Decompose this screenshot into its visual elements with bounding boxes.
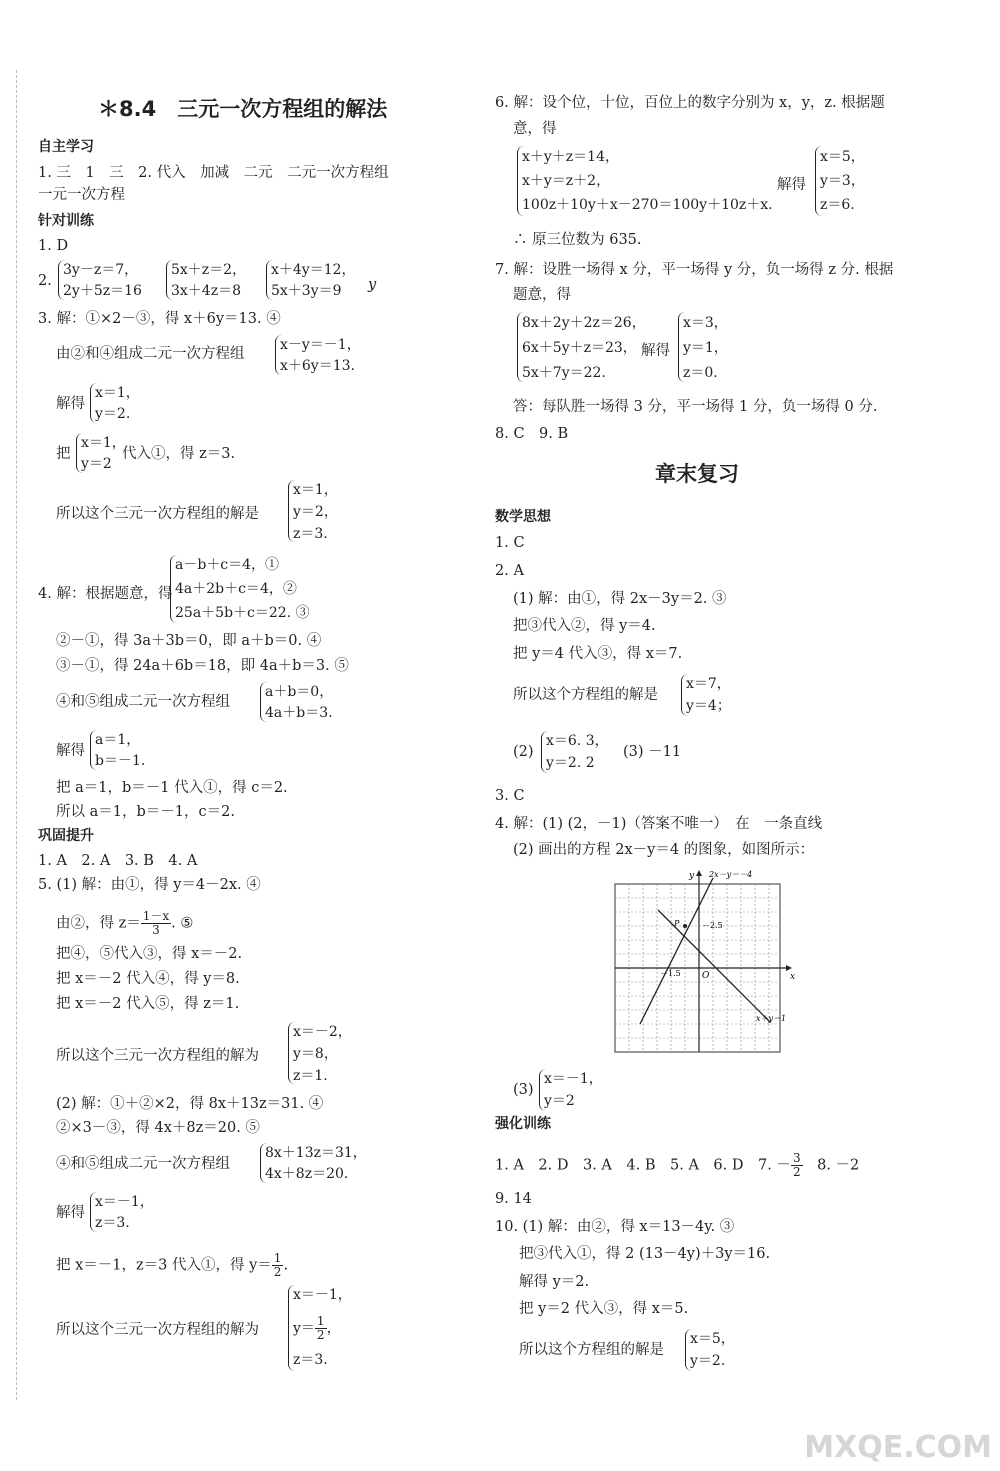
text-line: 把③代入①，得 2 (13－4y)＋3y＝16.: [519, 1246, 771, 1262]
equation-system: a＝1， b＝－1.: [90, 730, 171, 770]
equation-system: x＝－1， y＝ $\frac{1}{2}$ ， z＝3.: [288, 1285, 369, 1371]
text-line: ③－①，得 24a＋6b＝18，即 4a＋b＝3. ⑤: [56, 658, 349, 674]
text-line: (2) 画出的方程 2x－y＝4 的图象，如图所示：: [513, 842, 815, 858]
text-line: 1. A 2. D 3. A 4. B 5. A 6. D 7. － $\frac{3}{2}$ 8. －2: [495, 1151, 860, 1179]
text-line: 所以 a＝1，b＝－1，c＝2.: [56, 804, 235, 820]
text-line: (3) －11: [623, 744, 682, 760]
equation-system: x＝6. 3， y＝2. 2: [541, 731, 612, 773]
equation-system: x＝5， y＝2.: [685, 1329, 756, 1371]
graph-figure: [610, 866, 800, 1056]
graph-label: x＋y＝1: [756, 1014, 787, 1023]
line-2x-y: [640, 878, 713, 1024]
text-line: 代入①，得 z＝3.: [122, 446, 236, 462]
text-line: 把③代入②，得 y＝4.: [513, 618, 656, 634]
text-line: ∴ 原三位数为 635.: [513, 232, 642, 248]
x-axis-arrow-icon: [786, 965, 792, 971]
text-line: 2.: [38, 273, 52, 289]
text-line: 由②和④组成二元一次方程组: [56, 346, 245, 362]
y-axis-arrow-icon: [696, 870, 702, 876]
equation-system: x＝7， y＝4；: [681, 674, 752, 716]
text-line: (2) 解：①＋②×2，得 8x＋13z＝31. ④: [56, 1096, 324, 1112]
text-line: 5. (1) 解：由①，得 y＝4－2x. ④: [38, 877, 261, 893]
equation-system: 5x＋z＝2， 3x＋4z＝8: [166, 260, 267, 300]
equation-system: x－y＝－1， x＋6y＝13.: [275, 335, 386, 375]
text-line: 解得: [56, 396, 85, 412]
column-divider: [16, 70, 17, 1400]
text-line: 把④，⑤代入③，得 x＝－2.: [56, 946, 243, 962]
text-line: 8. C 9. B: [495, 426, 569, 442]
text-line: 7. 解：设胜一场得 x 分，平一场得 y 分，负一场得 z 分. 根据: [495, 262, 894, 278]
text-line: 10. (1) 解：由②，得 x＝13－4y. ③: [495, 1219, 735, 1235]
text-line: 解得: [56, 743, 85, 759]
text-line: ④和⑤组成二元一次方程组: [56, 694, 230, 710]
text-line: 一元一次方程: [38, 187, 125, 203]
graph-label: y: [689, 871, 695, 881]
heading-intensive: 强化训练: [495, 1116, 551, 1132]
text-line: (3): [513, 1082, 534, 1098]
graph-label: 2x－y＝－4: [709, 870, 753, 879]
text-line: 把 x＝－1，z＝3 代入①，得 y＝ $\frac{1}{2}$ .: [56, 1251, 289, 1279]
equation-system: x＝－1， z＝3.: [90, 1192, 171, 1232]
heading-math-thinking: 数学思想: [495, 509, 551, 525]
equation-system: a＋b＝0， 4a＋b＝3.: [260, 682, 351, 722]
equation-system: x＝－2， y＝8， z＝1.: [288, 1022, 369, 1084]
graph-label: －2.5: [702, 921, 723, 930]
text-line: 把: [56, 446, 71, 462]
equation-system: x＝5， y＝3， z＝6.: [815, 146, 876, 216]
text-line: 4. 解：(1) (2，－1)（答案不唯一） 在 一条直线: [495, 816, 823, 832]
text-line: 答：每队胜一场得 3 分，平一场得 1 分，负一场得 0 分.: [513, 399, 878, 415]
text-line: 解得: [777, 177, 806, 193]
text-line: ②－①，得 3a＋3b＝0，即 a＋b＝0. ④: [56, 633, 322, 649]
intersection-point: [683, 924, 687, 928]
equation-system: 3y－z＝7， 2y＋5z＝16: [58, 260, 169, 300]
text-line: y: [368, 277, 377, 293]
text-line: 解得 y＝2.: [519, 1274, 590, 1290]
text-line: 把 x＝－2 代入④，得 y＝8.: [56, 971, 240, 987]
text-line: 所以这个三元一次方程组的解为: [56, 1322, 259, 1338]
equation-system: x＝3， y＝1， z＝0.: [678, 312, 739, 382]
heading-self-study: 自主学习: [38, 139, 94, 155]
equation-system: a－b＋c＝4，① 4a＋2b＋c＝4，② 25a＋5b＋c＝22. ③: [170, 555, 321, 623]
graph-label: x: [790, 972, 796, 982]
text-line: 所以这个三元一次方程组的解为: [56, 1048, 259, 1064]
fraction: $\frac{1-x}{3}$: [142, 909, 170, 937]
text-line: 2. A: [495, 563, 524, 579]
watermark: MXQE.COM: [804, 1430, 992, 1465]
equation-system: x＋4y＝12， 5x＋3y＝9: [266, 260, 367, 300]
heading-practice: 针对训练: [38, 213, 94, 229]
equation-system: 8x＋13z＝31， 4x＋8z＝20.: [260, 1143, 371, 1183]
text-line: 3. C: [495, 788, 525, 804]
fraction: $\frac{1}{2}$: [316, 1314, 325, 1342]
text-line: 1. D: [38, 238, 69, 254]
equation-system: x＝－1， y＝2: [539, 1069, 610, 1111]
text-line: (2): [513, 744, 534, 760]
heading-consolidate: 巩固提升: [38, 828, 94, 844]
text-line: 把 y＝2 代入③，得 x＝5.: [519, 1301, 689, 1317]
section-title: ＊8.4 三元一次方程组的解法: [98, 97, 388, 121]
text-line: 所以这个方程组的解是: [513, 687, 658, 703]
fraction: $\frac{3}{2}$: [792, 1151, 801, 1179]
text-line: 1. A 2. A 3. B 4. A: [38, 853, 198, 869]
fraction: $\frac{1}{2}$: [273, 1251, 282, 1279]
text-line: 3. 解：①×2－③，得 x＋6y＝13. ④: [38, 311, 281, 327]
text-line: 由②，得 z＝ $\frac{1-x}{3}$ . ⑤: [56, 909, 194, 937]
graph-label: P: [674, 919, 680, 928]
equation-system: 8x＋2y＋2z＝26， 6x＋5y＋z＝23， 5x＋7y＝22.: [517, 312, 648, 382]
text-line: 意，得: [513, 121, 557, 137]
text-line: 1. C: [495, 535, 525, 551]
text-line: 把 a＝1，b＝－1 代入①，得 c＝2.: [56, 780, 288, 796]
text-line: 4. 解：根据题意，得: [38, 586, 173, 602]
equation-system: x＋y＋z＝14， x＋y＝z＋2， 100z＋10y＋x－270＝100y＋10z＋x.: [517, 146, 788, 216]
equation-system: x＝1， y＝2: [76, 433, 117, 473]
equation-system: x＝1， y＝2.: [90, 383, 161, 423]
text-line: 1. 三 1 三 2. 代入 加减 二元 二元一次方程组: [38, 165, 389, 181]
graph-label: O: [702, 971, 710, 981]
text-line: 解得: [56, 1205, 85, 1221]
text-line: 把 x＝－2 代入⑤，得 z＝1.: [56, 996, 240, 1012]
text-line: 题意，得: [513, 287, 571, 303]
text-line: 6. 解：设个位，十位，百位上的数字分别为 x，y，z. 根据题: [495, 95, 885, 111]
text-line: ④和⑤组成二元一次方程组: [56, 1156, 230, 1172]
section-title: 章末复习: [655, 462, 739, 486]
text-line: ②×3－③，得 4x＋8z＝20. ⑤: [56, 1120, 260, 1136]
text-line: 所以这个三元一次方程组的解是: [56, 506, 259, 522]
text-line: 所以这个方程组的解是: [519, 1342, 664, 1358]
text-line: 9. 14: [495, 1191, 532, 1207]
text-line: 把 y＝4 代入③，得 x＝7.: [513, 646, 683, 662]
equation-system: x＝1， y＝2， z＝3.: [288, 480, 359, 542]
text-line: (1) 解：由①，得 2x－3y＝2. ③: [513, 591, 727, 607]
graph-label: －1.5: [660, 969, 681, 978]
text-line: 解得: [641, 343, 670, 359]
